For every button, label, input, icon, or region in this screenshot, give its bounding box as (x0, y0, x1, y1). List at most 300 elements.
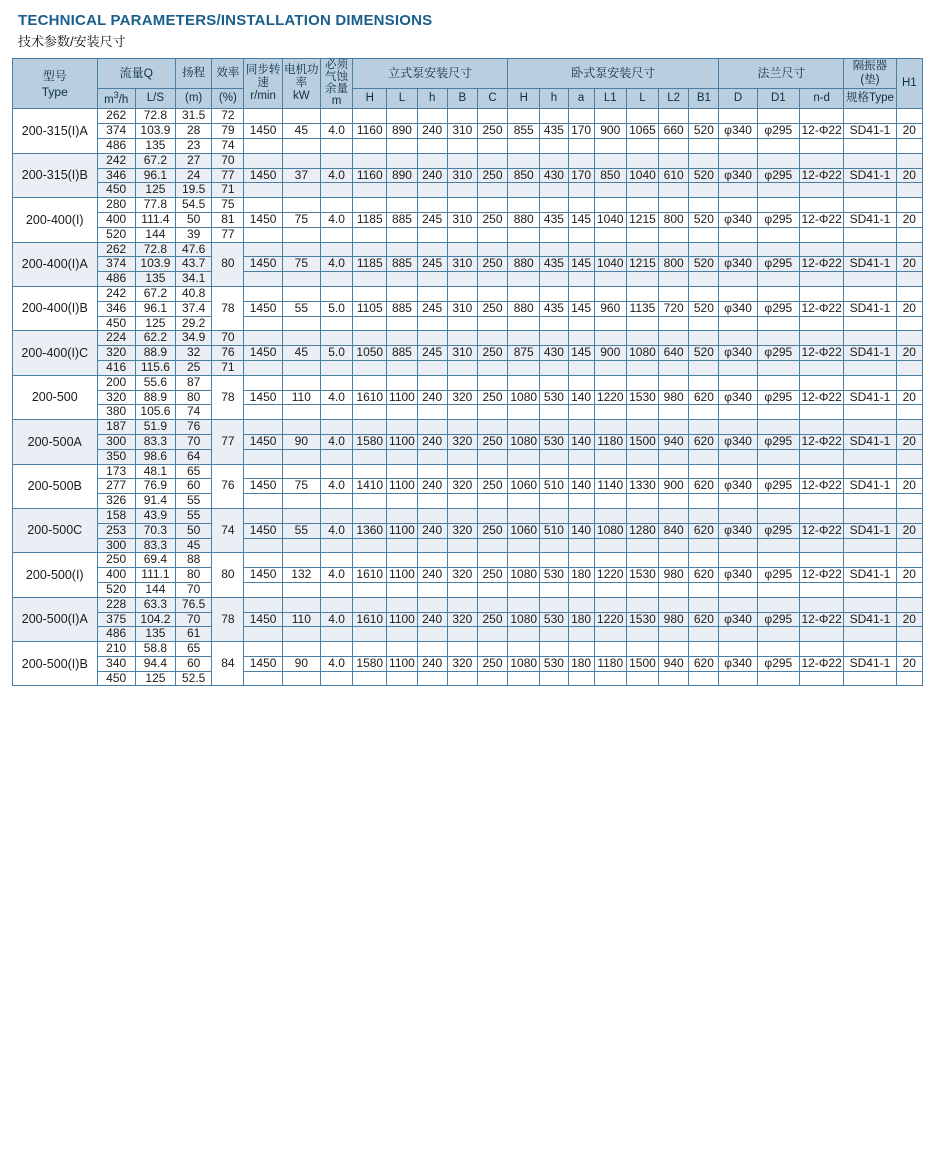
cell-rpm (244, 538, 282, 553)
cell-horizontal-L (626, 449, 658, 464)
cell-horizontal-B1 (689, 272, 719, 287)
cell-model: 200-500C (13, 508, 98, 552)
cell-h1 (896, 553, 922, 568)
cell-horizontal-L2: 980 (659, 612, 689, 627)
cell-damper (844, 375, 896, 390)
cell-head: 52.5 (176, 671, 212, 686)
cell-vertical-C: 250 (477, 301, 507, 316)
cell-horizontal-h (540, 153, 568, 168)
cell-horizontal-L2 (659, 153, 689, 168)
cell-h1: 20 (896, 656, 922, 671)
cell-head: 70 (176, 582, 212, 597)
cell-rpm (244, 405, 282, 420)
cell-horizontal-L1: 900 (594, 346, 626, 361)
cell-horizontal-L2 (659, 597, 689, 612)
cell-flange-D (719, 286, 757, 301)
table-row (13, 494, 923, 509)
cell-rpm: 1450 (244, 434, 282, 449)
cell-horizontal-L (626, 198, 658, 213)
cell-horizontal-L2 (659, 464, 689, 479)
cell-damper (844, 420, 896, 435)
cell-horizontal-L1 (594, 582, 626, 597)
cell-npsh: 5.0 (320, 346, 352, 361)
cell-flange-n-d: 12-Φ22 (799, 612, 843, 627)
cell-horizontal-H: 880 (508, 257, 540, 272)
cell-vertical-L (387, 405, 417, 420)
cell-vertical-L (387, 242, 417, 257)
cell-flange-D: φ340 (719, 568, 757, 583)
cell-flange-n-d (799, 405, 843, 420)
cell-horizontal-L1 (594, 286, 626, 301)
table-row (13, 434, 923, 449)
cell-model: 200-500A (13, 420, 98, 464)
cell-efficiency: 76 (212, 346, 244, 361)
cell-horizontal-H: 1080 (508, 434, 540, 449)
cell-vertical-C: 250 (477, 390, 507, 405)
cell-npsh (320, 464, 352, 479)
cell-horizontal-L2 (659, 553, 689, 568)
cell-vertical-L: 1100 (387, 523, 417, 538)
cell-vertical-h: 245 (417, 257, 447, 272)
header-h-h: h (540, 89, 568, 109)
cell-vertical-L (387, 582, 417, 597)
header-model-cn: 型号 (42, 68, 67, 83)
cell-vertical-L (387, 153, 417, 168)
cell-flange-D (719, 464, 757, 479)
cell-damper (844, 538, 896, 553)
cell-flow-m3h: 300 (97, 434, 135, 449)
cell-flange-D1 (757, 494, 799, 509)
cell-vertical-H (353, 242, 387, 257)
cell-horizontal-L (626, 360, 658, 375)
cell-flange-n-d (799, 227, 843, 242)
cell-horizontal-L (626, 494, 658, 509)
cell-flow-m3h: 450 (97, 671, 135, 686)
cell-horizontal-H (508, 360, 540, 375)
cell-efficiency: 81 (212, 212, 244, 227)
cell-npsh (320, 139, 352, 154)
cell-flow-m3h: 173 (97, 464, 135, 479)
cell-model: 200-500(I) (13, 553, 98, 597)
cell-vertical-H (353, 449, 387, 464)
cell-vertical-h (417, 642, 447, 657)
cell-vertical-B (447, 316, 477, 331)
cell-vertical-h (417, 242, 447, 257)
cell-horizontal-a (568, 597, 594, 612)
cell-power (282, 627, 320, 642)
cell-power: 75 (282, 212, 320, 227)
cell-horizontal-L (626, 331, 658, 346)
table-row (13, 449, 923, 464)
cell-vertical-h (417, 538, 447, 553)
cell-vertical-L (387, 109, 417, 124)
cell-rpm (244, 139, 282, 154)
cell-vertical-B (447, 405, 477, 420)
cell-horizontal-a (568, 494, 594, 509)
cell-horizontal-L2 (659, 420, 689, 435)
cell-damper: SD41-1 (844, 434, 896, 449)
cell-flow-ls: 135 (135, 139, 175, 154)
table-row (13, 331, 923, 346)
cell-damper (844, 642, 896, 657)
cell-horizontal-H (508, 553, 540, 568)
cell-vertical-C (477, 153, 507, 168)
cell-damper (844, 227, 896, 242)
cell-damper (844, 597, 896, 612)
cell-horizontal-h: 530 (540, 656, 568, 671)
cell-vertical-h (417, 494, 447, 509)
cell-h1: 20 (896, 124, 922, 139)
cell-horizontal-L2 (659, 642, 689, 657)
cell-horizontal-B1 (689, 642, 719, 657)
cell-h1 (896, 375, 922, 390)
cell-h1 (896, 183, 922, 198)
cell-vertical-B (447, 642, 477, 657)
cell-vertical-B (447, 375, 477, 390)
cell-vertical-h: 240 (417, 612, 447, 627)
cell-npsh: 4.0 (320, 434, 352, 449)
cell-horizontal-a (568, 553, 594, 568)
cell-vertical-H (353, 375, 387, 390)
cell-horizontal-a: 180 (568, 568, 594, 583)
cell-flow-m3h: 200 (97, 375, 135, 390)
cell-flange-n-d (799, 671, 843, 686)
cell-flow-ls: 96.1 (135, 168, 175, 183)
cell-horizontal-B1 (689, 405, 719, 420)
cell-head: 80 (176, 390, 212, 405)
cell-rpm: 1450 (244, 656, 282, 671)
cell-flow-m3h: 450 (97, 316, 135, 331)
cell-flow-m3h: 486 (97, 627, 135, 642)
cell-flange-D1 (757, 286, 799, 301)
cell-head: 50 (176, 523, 212, 538)
cell-rpm: 1450 (244, 168, 282, 183)
cell-vertical-B (447, 183, 477, 198)
cell-efficiency: 84 (212, 642, 244, 686)
cell-power (282, 538, 320, 553)
cell-flow-m3h: 262 (97, 109, 135, 124)
cell-horizontal-L2 (659, 286, 689, 301)
cell-power (282, 464, 320, 479)
table-row (13, 405, 923, 420)
cell-vertical-L (387, 375, 417, 390)
cell-horizontal-L: 1065 (626, 124, 658, 139)
cell-horizontal-H: 1060 (508, 479, 540, 494)
cell-horizontal-h (540, 272, 568, 287)
cell-flange-D (719, 109, 757, 124)
cell-vertical-C: 250 (477, 612, 507, 627)
cell-flow-ls: 88.9 (135, 346, 175, 361)
cell-rpm (244, 286, 282, 301)
cell-npsh (320, 627, 352, 642)
header-v-h: h (417, 89, 447, 109)
header-h-L2: L2 (659, 89, 689, 109)
cell-npsh (320, 538, 352, 553)
cell-horizontal-H: 1080 (508, 656, 540, 671)
cell-vertical-C (477, 109, 507, 124)
cell-flow-ls: 48.1 (135, 464, 175, 479)
table-row (13, 360, 923, 375)
cell-flange-n-d (799, 286, 843, 301)
cell-flange-D (719, 538, 757, 553)
cell-vertical-L (387, 553, 417, 568)
cell-flow-ls: 72.8 (135, 242, 175, 257)
cell-horizontal-B1 (689, 316, 719, 331)
cell-horizontal-H (508, 331, 540, 346)
page-title-en: TECHNICAL PARAMETERS/INSTALLATION DIMENSIONS (18, 12, 433, 29)
cell-horizontal-L1 (594, 464, 626, 479)
cell-head: 76 (176, 420, 212, 435)
cell-horizontal-L2: 840 (659, 523, 689, 538)
cell-horizontal-L2: 940 (659, 434, 689, 449)
cell-horizontal-a (568, 582, 594, 597)
cell-vertical-C (477, 464, 507, 479)
cell-vertical-H (353, 272, 387, 287)
cell-horizontal-L (626, 464, 658, 479)
cell-npsh: 4.0 (320, 479, 352, 494)
cell-horizontal-L1 (594, 109, 626, 124)
cell-npsh (320, 109, 352, 124)
cell-npsh (320, 331, 352, 346)
cell-horizontal-B1: 620 (689, 390, 719, 405)
cell-rpm (244, 331, 282, 346)
cell-h1 (896, 627, 922, 642)
cell-power (282, 109, 320, 124)
cell-h1: 20 (896, 346, 922, 361)
cell-vertical-h: 245 (417, 212, 447, 227)
cell-h1: 20 (896, 568, 922, 583)
cell-horizontal-H (508, 671, 540, 686)
cell-flange-D1: φ295 (757, 257, 799, 272)
cell-vertical-B: 320 (447, 612, 477, 627)
table-row (13, 183, 923, 198)
cell-vertical-h: 240 (417, 124, 447, 139)
cell-damper (844, 286, 896, 301)
cell-horizontal-L1 (594, 242, 626, 257)
table-row (13, 671, 923, 686)
cell-head: 76.5 (176, 597, 212, 612)
cell-horizontal-a (568, 360, 594, 375)
cell-npsh: 4.0 (320, 523, 352, 538)
cell-flow-ls: 115.6 (135, 360, 175, 375)
cell-flow-m3h: 346 (97, 168, 135, 183)
cell-horizontal-H (508, 597, 540, 612)
cell-npsh (320, 183, 352, 198)
cell-rpm (244, 582, 282, 597)
cell-horizontal-L2: 610 (659, 168, 689, 183)
cell-flow-m3h: 250 (97, 553, 135, 568)
cell-rpm (244, 242, 282, 257)
cell-horizontal-L2 (659, 139, 689, 154)
cell-horizontal-H (508, 109, 540, 124)
cell-damper: SD41-1 (844, 301, 896, 316)
table-row (13, 642, 923, 657)
cell-damper (844, 627, 896, 642)
cell-horizontal-B1 (689, 508, 719, 523)
cell-vertical-B: 310 (447, 124, 477, 139)
cell-rpm: 1450 (244, 612, 282, 627)
cell-horizontal-H (508, 242, 540, 257)
cell-vertical-H (353, 139, 387, 154)
cell-horizontal-H (508, 627, 540, 642)
cell-model: 200-315(I)A (13, 109, 98, 153)
cell-horizontal-L (626, 582, 658, 597)
cell-flange-D1 (757, 671, 799, 686)
cell-flange-n-d (799, 420, 843, 435)
cell-power: 90 (282, 656, 320, 671)
cell-head: 27 (176, 153, 212, 168)
cell-horizontal-a (568, 153, 594, 168)
cell-horizontal-L: 1080 (626, 346, 658, 361)
cell-flange-D: φ340 (719, 168, 757, 183)
header-head-cn: 扬程 (176, 59, 212, 89)
cell-power (282, 360, 320, 375)
cell-horizontal-a (568, 538, 594, 553)
cell-h1 (896, 360, 922, 375)
cell-vertical-B (447, 139, 477, 154)
cell-horizontal-B1 (689, 198, 719, 213)
cell-flow-ls: 125 (135, 183, 175, 198)
header-eff-unit: (%) (212, 89, 244, 109)
cell-horizontal-L2: 720 (659, 301, 689, 316)
cell-vertical-H: 1610 (353, 612, 387, 627)
cell-horizontal-H (508, 508, 540, 523)
cell-vertical-B (447, 464, 477, 479)
cell-damper: SD41-1 (844, 656, 896, 671)
cell-rpm (244, 316, 282, 331)
cell-vertical-L: 1100 (387, 479, 417, 494)
header-power-cn: 电机功率 (284, 64, 319, 90)
cell-horizontal-B1 (689, 331, 719, 346)
cell-vertical-L: 1100 (387, 612, 417, 627)
cell-power: 75 (282, 479, 320, 494)
cell-horizontal-L (626, 671, 658, 686)
cell-efficiency: 77 (212, 168, 244, 183)
cell-damper: SD41-1 (844, 346, 896, 361)
cell-vertical-h (417, 582, 447, 597)
cell-head: 61 (176, 627, 212, 642)
header-horizontal-group: 卧式泵安装尺寸 (508, 59, 719, 89)
cell-flow-ls: 98.6 (135, 449, 175, 464)
cell-flow-m3h: 450 (97, 183, 135, 198)
cell-flow-ls: 69.4 (135, 553, 175, 568)
cell-flow-ls: 144 (135, 227, 175, 242)
cell-rpm (244, 375, 282, 390)
table-row (13, 612, 923, 627)
cell-h1 (896, 671, 922, 686)
cell-flange-D1: φ295 (757, 390, 799, 405)
cell-flow-m3h: 340 (97, 656, 135, 671)
cell-horizontal-a (568, 242, 594, 257)
cell-efficiency: 71 (212, 360, 244, 375)
cell-horizontal-L2 (659, 360, 689, 375)
cell-horizontal-L (626, 139, 658, 154)
cell-h1: 20 (896, 434, 922, 449)
cell-flange-D1 (757, 360, 799, 375)
cell-head: 55 (176, 494, 212, 509)
cell-flange-D (719, 671, 757, 686)
cell-head: 65 (176, 642, 212, 657)
cell-npsh (320, 420, 352, 435)
cell-vertical-H (353, 360, 387, 375)
cell-h1: 20 (896, 212, 922, 227)
cell-horizontal-L1: 850 (594, 168, 626, 183)
cell-horizontal-L (626, 375, 658, 390)
cell-vertical-B (447, 538, 477, 553)
cell-horizontal-L1 (594, 449, 626, 464)
cell-flow-m3h: 300 (97, 538, 135, 553)
cell-horizontal-H: 880 (508, 301, 540, 316)
cell-flow-m3h: 346 (97, 301, 135, 316)
cell-horizontal-H: 1080 (508, 612, 540, 627)
cell-horizontal-L: 1215 (626, 212, 658, 227)
cell-horizontal-B1 (689, 597, 719, 612)
cell-horizontal-B1 (689, 153, 719, 168)
cell-model: 200-500 (13, 375, 98, 419)
cell-horizontal-L1: 1040 (594, 212, 626, 227)
cell-flow-ls: 83.3 (135, 538, 175, 553)
cell-horizontal-a (568, 449, 594, 464)
table-row (13, 553, 923, 568)
table-header (13, 59, 923, 109)
cell-vertical-L (387, 642, 417, 657)
cell-rpm (244, 153, 282, 168)
cell-flange-D: φ340 (719, 390, 757, 405)
cell-vertical-L (387, 420, 417, 435)
header-f-D1: D1 (757, 89, 799, 109)
cell-vertical-h (417, 464, 447, 479)
cell-horizontal-h: 530 (540, 568, 568, 583)
cell-flange-n-d: 12-Φ22 (799, 568, 843, 583)
cell-vertical-B (447, 494, 477, 509)
cell-horizontal-L1: 1220 (594, 390, 626, 405)
cell-damper: SD41-1 (844, 257, 896, 272)
cell-horizontal-a: 170 (568, 168, 594, 183)
cell-vertical-H (353, 671, 387, 686)
cell-flange-n-d (799, 553, 843, 568)
cell-npsh: 4.0 (320, 124, 352, 139)
header-f-D: D (719, 89, 757, 109)
cell-flow-ls: 88.9 (135, 390, 175, 405)
table-row (13, 257, 923, 272)
cell-vertical-C: 250 (477, 434, 507, 449)
cell-flow-ls: 51.9 (135, 420, 175, 435)
cell-horizontal-H (508, 227, 540, 242)
cell-head: 28 (176, 124, 212, 139)
cell-horizontal-L: 1530 (626, 612, 658, 627)
cell-head: 23 (176, 139, 212, 154)
cell-head: 64 (176, 449, 212, 464)
cell-horizontal-B1 (689, 420, 719, 435)
cell-vertical-C (477, 272, 507, 287)
cell-flange-D: φ340 (719, 124, 757, 139)
cell-power: 55 (282, 301, 320, 316)
cell-horizontal-h (540, 405, 568, 420)
header-flow-group: 流量Q (97, 59, 175, 89)
cell-horizontal-h (540, 139, 568, 154)
table-row (13, 109, 923, 124)
cell-horizontal-L2 (659, 316, 689, 331)
cell-head: 31.5 (176, 109, 212, 124)
cell-power (282, 582, 320, 597)
cell-efficiency: 72 (212, 109, 244, 124)
cell-horizontal-L: 1530 (626, 390, 658, 405)
header-model-en: Type (41, 84, 68, 99)
cell-horizontal-L1 (594, 153, 626, 168)
cell-npsh (320, 316, 352, 331)
cell-rpm (244, 494, 282, 509)
cell-h1 (896, 538, 922, 553)
